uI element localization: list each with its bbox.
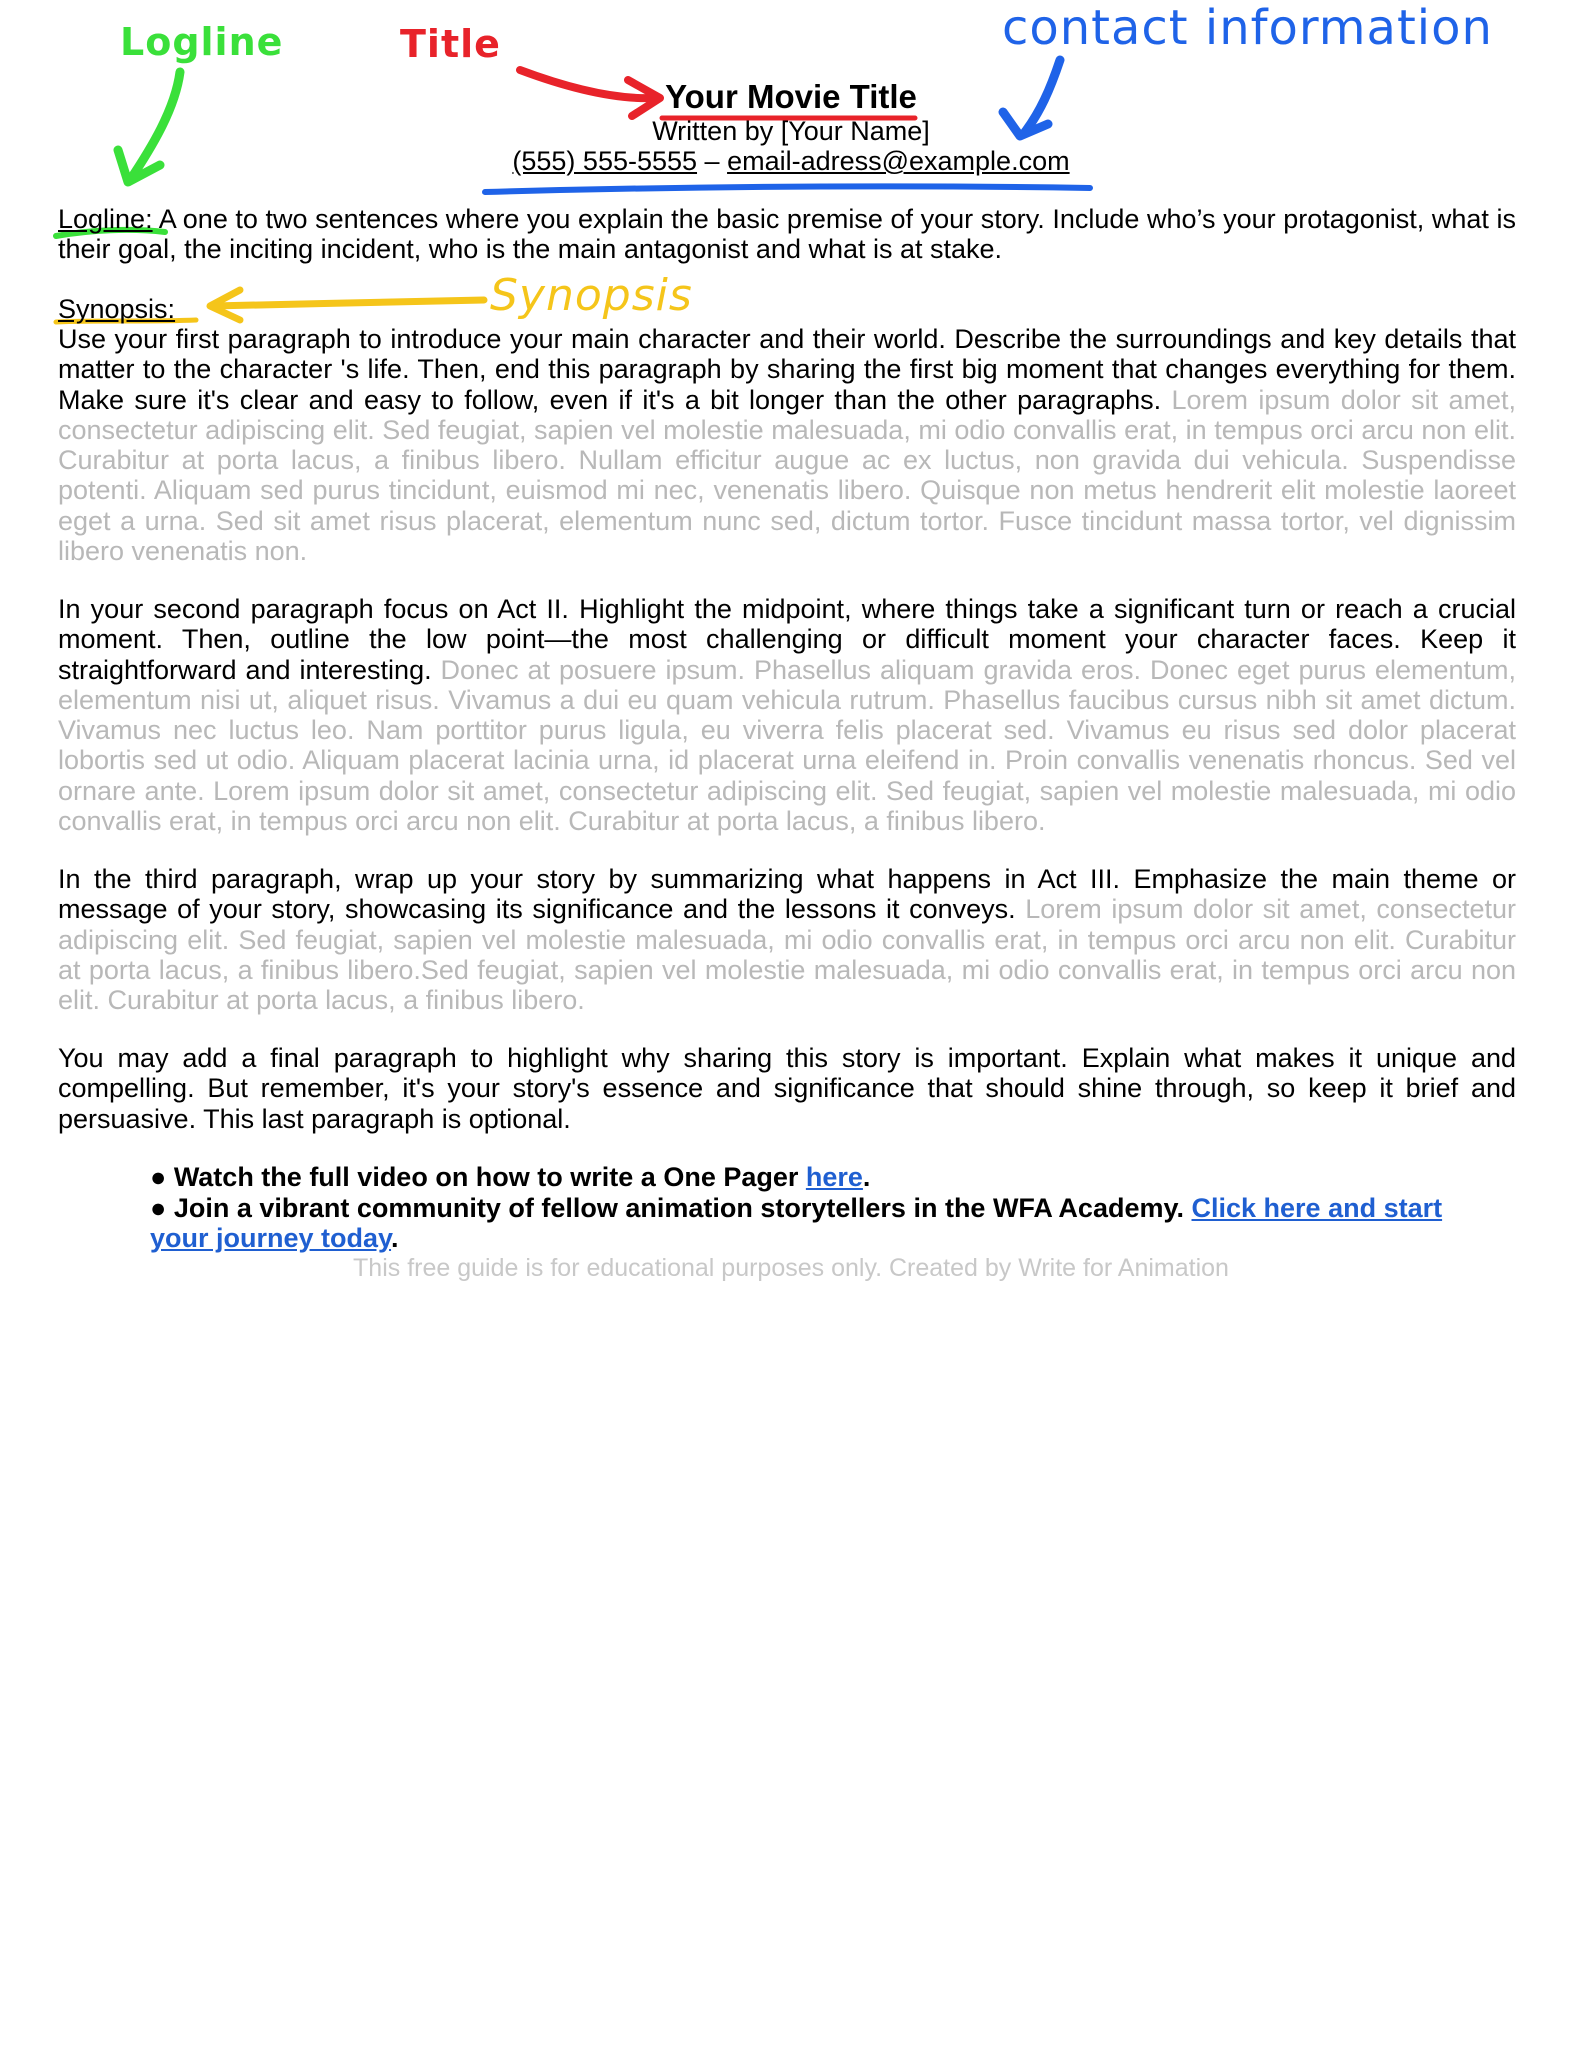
logline-text: A one to two sentences where you explain the basic premise of your story. Include who’s your protagonist, what is their goal, the inciting incident, who is the main antagonist and what is at stake. [58,204,1516,265]
synopsis-label-text: Synopsis: [58,294,176,324]
logline-label: Logline: [58,204,153,234]
paragraph-filler-text: Lorem ipsum dolor sit amet, consectetur adipiscing elit. Sed feugiat, sapien vel molestie malesuada, mi odio convallis erat, in tempus orci arcu non elit. Curabitur at porta lacus, a finibus libero. Nullam efficitur augue ac ex luctus, non gravida dui vehicula. Suspendisse potenti. Aliquam sed purus tincidunt, euismod mi nec, venenatis libero. Quisque non metus hendrerit elit molestie laoreet eget a urna. Sed sit amet risus placerat, elementum nunc sed, dictum tortor. Fusce tincidunt massa tortor, vel dignissim libero venenatis non. [58,384,1516,567]
email-address: email-adress@example.com [727,146,1070,176]
bullet-end: . [391,1223,399,1253]
bullet-item-video [150,1162,1490,1193]
synopsis-paragraph-2 [58,594,1516,836]
paragraph-main-text: In your second paragraph focus on Act II. Highlight the midpoint, where things take a significant turn or reach a crucial moment. Then, outline the low point—the most challenging or difficult moment your character faces. Keep it straightforward and interesting. [58,594,1516,685]
title-annotation: Title [400,22,501,66]
footer-disclaimer: This free guide is for educational purposes only. Created by Write for Animation [353,1254,1229,1282]
movie-title: Your Movie Title [665,78,917,115]
bullet-text: Join a vibrant community of fellow animation storytellers in the WFA Academy. [173,1192,1192,1223]
academy-link[interactable]: Click here and start your journey today [150,1192,1443,1253]
contact-separator: – [697,146,728,176]
logline-block [58,204,1516,265]
synopsis-paragraph-1 [58,324,1516,566]
synopsis-paragraph-4 [58,1043,1516,1134]
written-by-line: Written by [Your Name] [652,116,930,146]
bullet-item-academy [150,1193,1490,1254]
video-link[interactable]: here [805,1162,863,1192]
logline-annotation: Logline [120,20,284,64]
resource-bullet-list [150,1162,1490,1254]
synopsis-label [58,294,1516,324]
phone-number: (555) 555-5555 [512,146,698,176]
bullet-text: Watch the full video on how to write a One Pager [173,1162,806,1192]
bullet-icon: ● [150,1162,174,1192]
paragraph-main-text: Use your first paragraph to introduce your main character and their world. Describe the surroundings and key details that matter to the character 's life. Then, end this paragraph by sharing the first big moment that changes everything for them. Make sure it's clear and easy to follow, even if it's a bit longer than the other paragraphs. [58,324,1516,415]
bullet-end: . [862,1162,871,1192]
contact-line [0,146,1582,177]
synopsis-annotation: Synopsis [490,270,693,321]
synopsis-paragraph-3 [58,864,1516,1015]
contact-annotation: contact information [1002,0,1493,56]
paragraph-filler-text: Donec at posuere ipsum. Phasellus aliquam gravida eros. Donec eget purus elementum, elementum nisi ut, aliquet risus. Vivamus a dui eu quam vehicula rutrum. Phasellus faucibus cursus nibh sit amet dictum. Vivamus nec luctus leo. Nam porttitor purus ligula, eu viverra felis placerat sed. Vivamus eu risus sed dolor placerat lobortis sed ut odio. Aliquam placerat lacinia urna, id placerat urna eleifend in. Proin convallis venenatis rhoncus. Sed vel ornare ante. Lorem ipsum dolor sit amet, consectetur adipiscing elit. Sed feugiat, sapien vel molestie malesuada, mi odio convallis erat, in tempus orci arcu non elit. Curabitur at porta lacus, a finibus libero. [58,654,1516,837]
paragraph-main-text: You may add a final paragraph to highlight why sharing this story is important. Explain what makes it unique and compelling. But remember, it's your story's essence and significance that should shine through, so keep it brief and persuasive. This last paragraph is optional. [58,1043,1516,1134]
paragraph-main-text: In the third paragraph, wrap up your story by summarizing what happens in Act III. Emphasize the main theme or message of your story, showcasing its significance and the lessons it conveys. [58,864,1516,925]
paragraph-filler-text: Lorem ipsum dolor sit amet, consectetur adipiscing elit. Sed feugiat, sapien vel molestie malesuada, mi odio convallis erat, in tempus orci arcu non elit. Curabitur at porta lacus, a finibus libero.Sed feugiat, sapien vel molestie malesuada, mi odio convallis erat, in tempus orci arcu non elit. Curabitur at porta lacus, a finibus libero. [58,894,1517,1016]
bullet-icon: ● [150,1192,174,1223]
contact-underline [485,186,1090,192]
